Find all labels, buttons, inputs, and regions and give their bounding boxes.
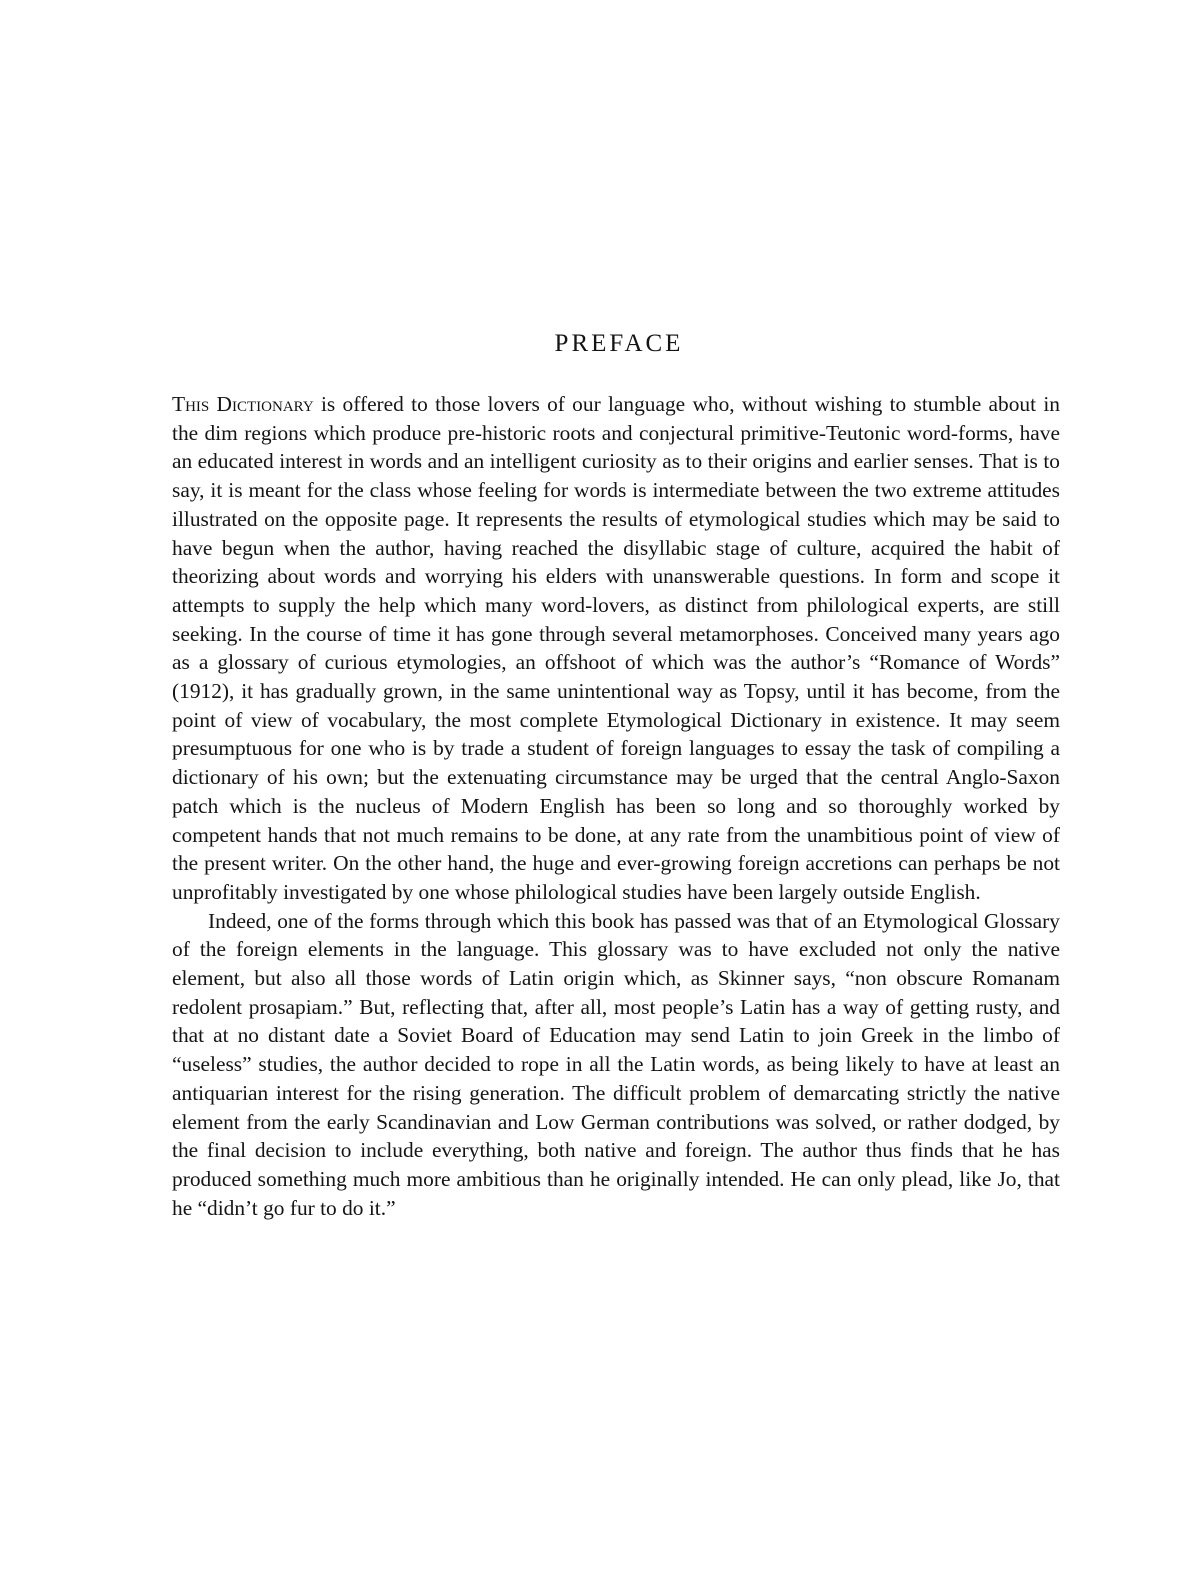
paragraph-1-body: is offered to those lovers of our language who, without wishing to stumble about in the dim regions which produce pre-historic roots and conjectural primitive-Teutonic word-forms, have an educated interest in words and an intelligent curiosity as to their origins and earlier senses. That is to say, it is meant for the class whose feeling for words is intermediate between the two extreme attitudes illustrated on the opposite page. It represents the results of etymological studies which may be said to have begun when the author, having reached the disyllabic stage of culture, acquired the habit of theorizing about words and worrying his elders with unanswerable questions. In form and scope it attempts to supply the help which many word-lovers, as distinct from philological experts, are still seeking. In the course of time it has gone through several metamorphoses. Conceived many years ago as a glossary of curious etymologies, an offshoot of which was the author’s “Romance of Words” (1912), it has gradually grown, in the same unintentional way as Topsy, until it has become, from the point of view of vocabulary, the most complete Etymological Dictionary in existence. It may seem presumptuous for one who is by trade a student of foreign languages to essay the task of compiling a dictionary of his own; but the extenuating circumstance may be urged that the central Anglo-Saxon patch which is the nucleus of Modern English has been so long and so thoroughly worked by competent hands that not much remains to be done, at any rate from the unambitious point of view of the present writer. On the other hand, the huge and ever-growing foreign accretions can perhaps be not unprofitably investigated by one whose philological studies have been largely outside English. [172, 392, 1060, 904]
preface-paragraph-2: Indeed, one of the forms through which this book has passed was that of an Etymological Glossary of the foreign elements in the language. This glossary was to have excluded not only the native element, but also all those words of Latin origin which, as Skinner says, “non obscure Romanam redolent prosapiam.” But, reflecting that, after all, most people’s Latin has a way of getting rusty, and that at no distant date a Soviet Board of Education may send Latin to join Greek in the limbo of “useless” studies, the author decided to rope in all the Latin words, as being likely to have at least an antiquarian interest for the rising generation. The difficult problem of demarcating strictly the native element from the early Scandinavian and Low German contributions was solved, or rather dodged, by the final decision to include everything, both native and foreign. The author thus finds that he has produced something much more ambitious than he originally intended. He can only plead, like Jo, that he “didn’t go fur to do it.” [172, 908, 1060, 1220]
lead-word-this: This [172, 392, 210, 416]
preface-paragraph-1 [172, 390, 1060, 907]
preface-text-block [172, 330, 1060, 1222]
page-title: PREFACE [554, 330, 684, 357]
lead-word-dictionary: Dictionary [216, 392, 314, 416]
